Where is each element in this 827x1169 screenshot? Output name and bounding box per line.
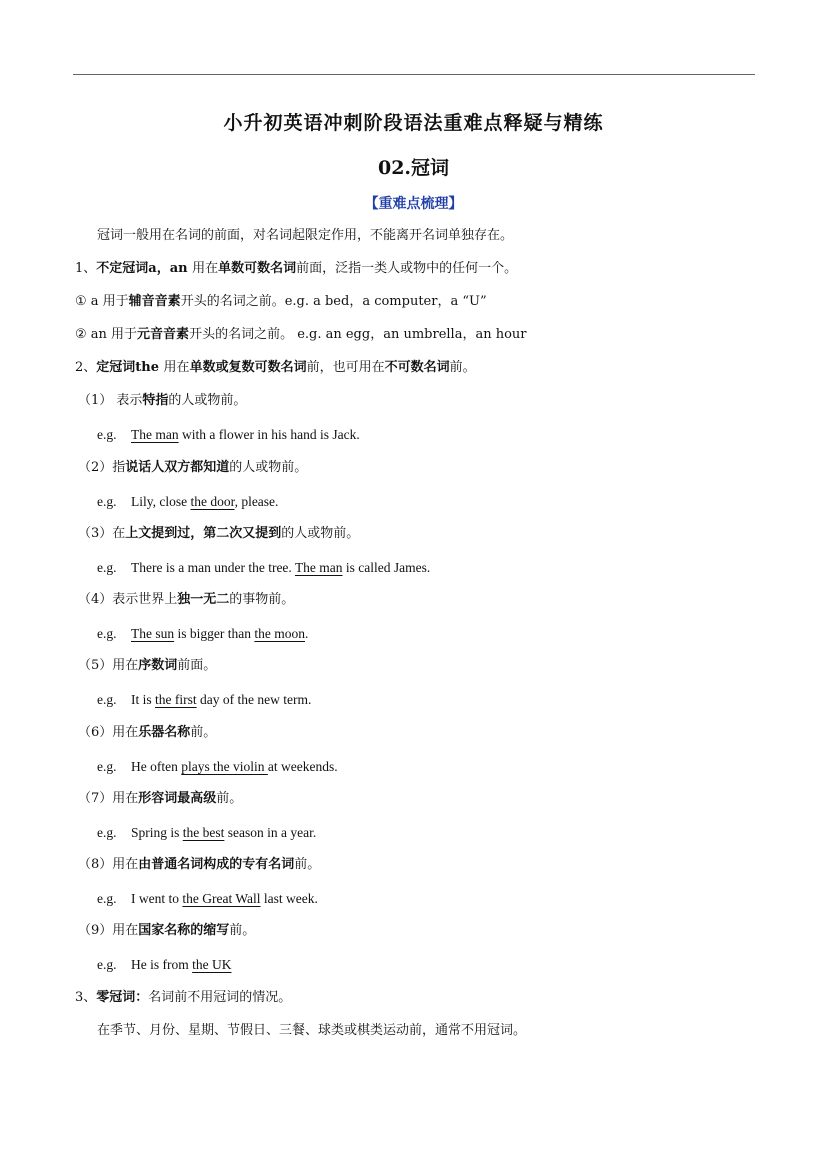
point-1a: ① a 用于辅音音素开头的名词之前。e.g. a bed，a computer，a “U” — [75, 294, 487, 309]
document-subtitle: 02.冠词 — [377, 157, 450, 179]
rule-2: （2）指说话人双方都知道的人或物前。 — [78, 460, 308, 475]
example-1: e.g. The man with a flower in his hand is Jack. — [97, 427, 360, 442]
intro-paragraph: 冠词一般用在名词的前面，对名词起限定作用，不能离开名词单独存在。 — [97, 228, 514, 243]
point-1b: ② an 用于元音音素开头的名词之前。 e.g. an egg，an umbrella，an hour — [75, 327, 527, 342]
rule-4: （4）表示世界上独一无二的事物前。 — [78, 592, 295, 607]
point-3: 3、零冠词：名词前不用冠词的情况。 — [75, 990, 292, 1005]
document-title: 小升初英语冲刺阶段语法重难点释疑与精练 — [223, 112, 604, 134]
section-heading: 【重难点梳理】 — [364, 196, 463, 212]
example-4: e.g. The sun is bigger than the moon. — [97, 626, 309, 641]
example-6: e.g. He often plays the violin at weekends. — [97, 759, 338, 774]
rule-5: （5）用在序数词前面。 — [78, 658, 217, 673]
rule-3: （3）在上文提到过，第二次又提到的人或物前。 — [78, 526, 360, 541]
point-2: 2、定冠词the 用在单数或复数可数名词前，也可用在不可数名词前。 — [75, 360, 476, 375]
point-1: 1、不定冠词a，an 用在单数可数名词前面，泛指一类人或物中的任何一个。 — [75, 261, 518, 276]
example-9: e.g. He is from the UK — [97, 957, 232, 972]
example-2: e.g. Lily, close the door, please. — [97, 494, 279, 509]
example-8: e.g. I went to the Great Wall last week. — [97, 891, 318, 906]
point-3-note: 在季节、月份、星期、节假日、三餐、球类或棋类运动前，通常不用冠词。 — [97, 1023, 527, 1038]
rule-8: （8）用在由普通名词构成的专有名词前。 — [78, 857, 321, 872]
example-3: e.g. There is a man under the tree. The man is called James. — [97, 560, 431, 575]
header-rule — [73, 74, 755, 75]
rule-9: （9）用在国家名称的缩写前。 — [78, 923, 256, 938]
rule-6: （6）用在乐器名称前。 — [78, 725, 217, 740]
example-7: e.g. Spring is the best season in a year. — [97, 825, 317, 840]
example-5: e.g. It is the first day of the new term. — [97, 692, 312, 707]
rule-7: （7）用在形容词最高级前。 — [78, 791, 243, 806]
rule-1: （1） 表示特指的人或物前。 — [78, 393, 247, 408]
